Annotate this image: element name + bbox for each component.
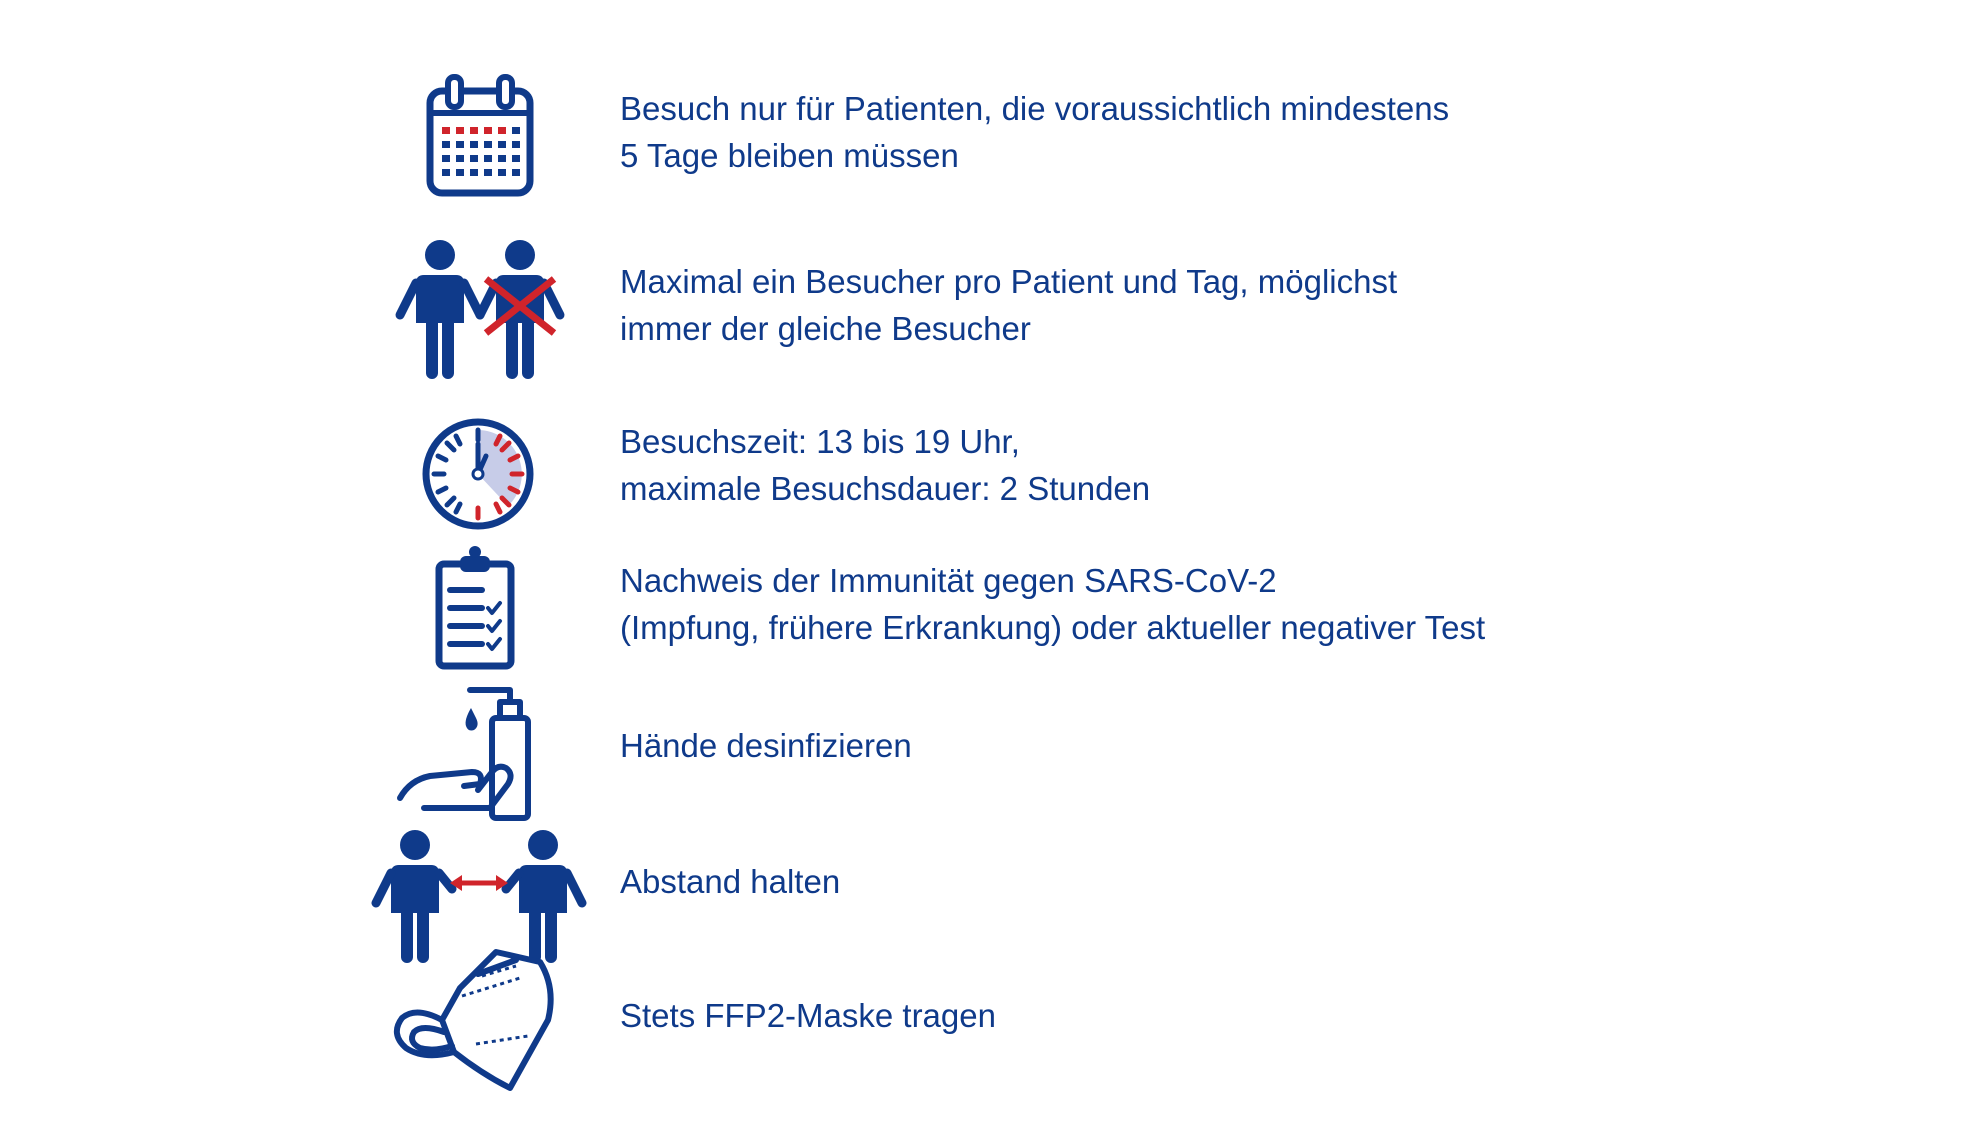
rule-text-wear-ffp2-mask: Stets FFP2-Maske tragen [620,997,996,1034]
rule-text-visitor-limit: Maximal ein Besucher pro Patient und Tag, möglichst immer der gleiche Besucher [620,263,1398,347]
rule-text-visiting-hours: Besuchszeit: 13 bis 19 Uhr, maximale Besuchsdauer: 2 Stunden [620,423,1151,507]
rule-text-visit-eligibility: Besuch nur für Patienten, die voraussichtlich mindestens 5 Tage bleiben müssen [620,90,1450,174]
calendar-icon [380,55,580,215]
clipboard-checklist-icon [380,540,580,700]
rule-text-keep-distance: Abstand halten [620,863,841,900]
ffp2-mask-icon [380,948,580,1108]
hand-sanitizer-icon [380,680,580,840]
one-visitor-icon [380,225,580,385]
clock-icon [380,390,580,550]
rule-text-disinfect-hands: Hände desinfizieren [620,727,912,764]
rule-text-immunity-proof: Nachweis der Immunität gegen SARS-CoV-2 (Impfung, frühere Erkrankung) oder aktueller negativer Test [620,562,1486,646]
